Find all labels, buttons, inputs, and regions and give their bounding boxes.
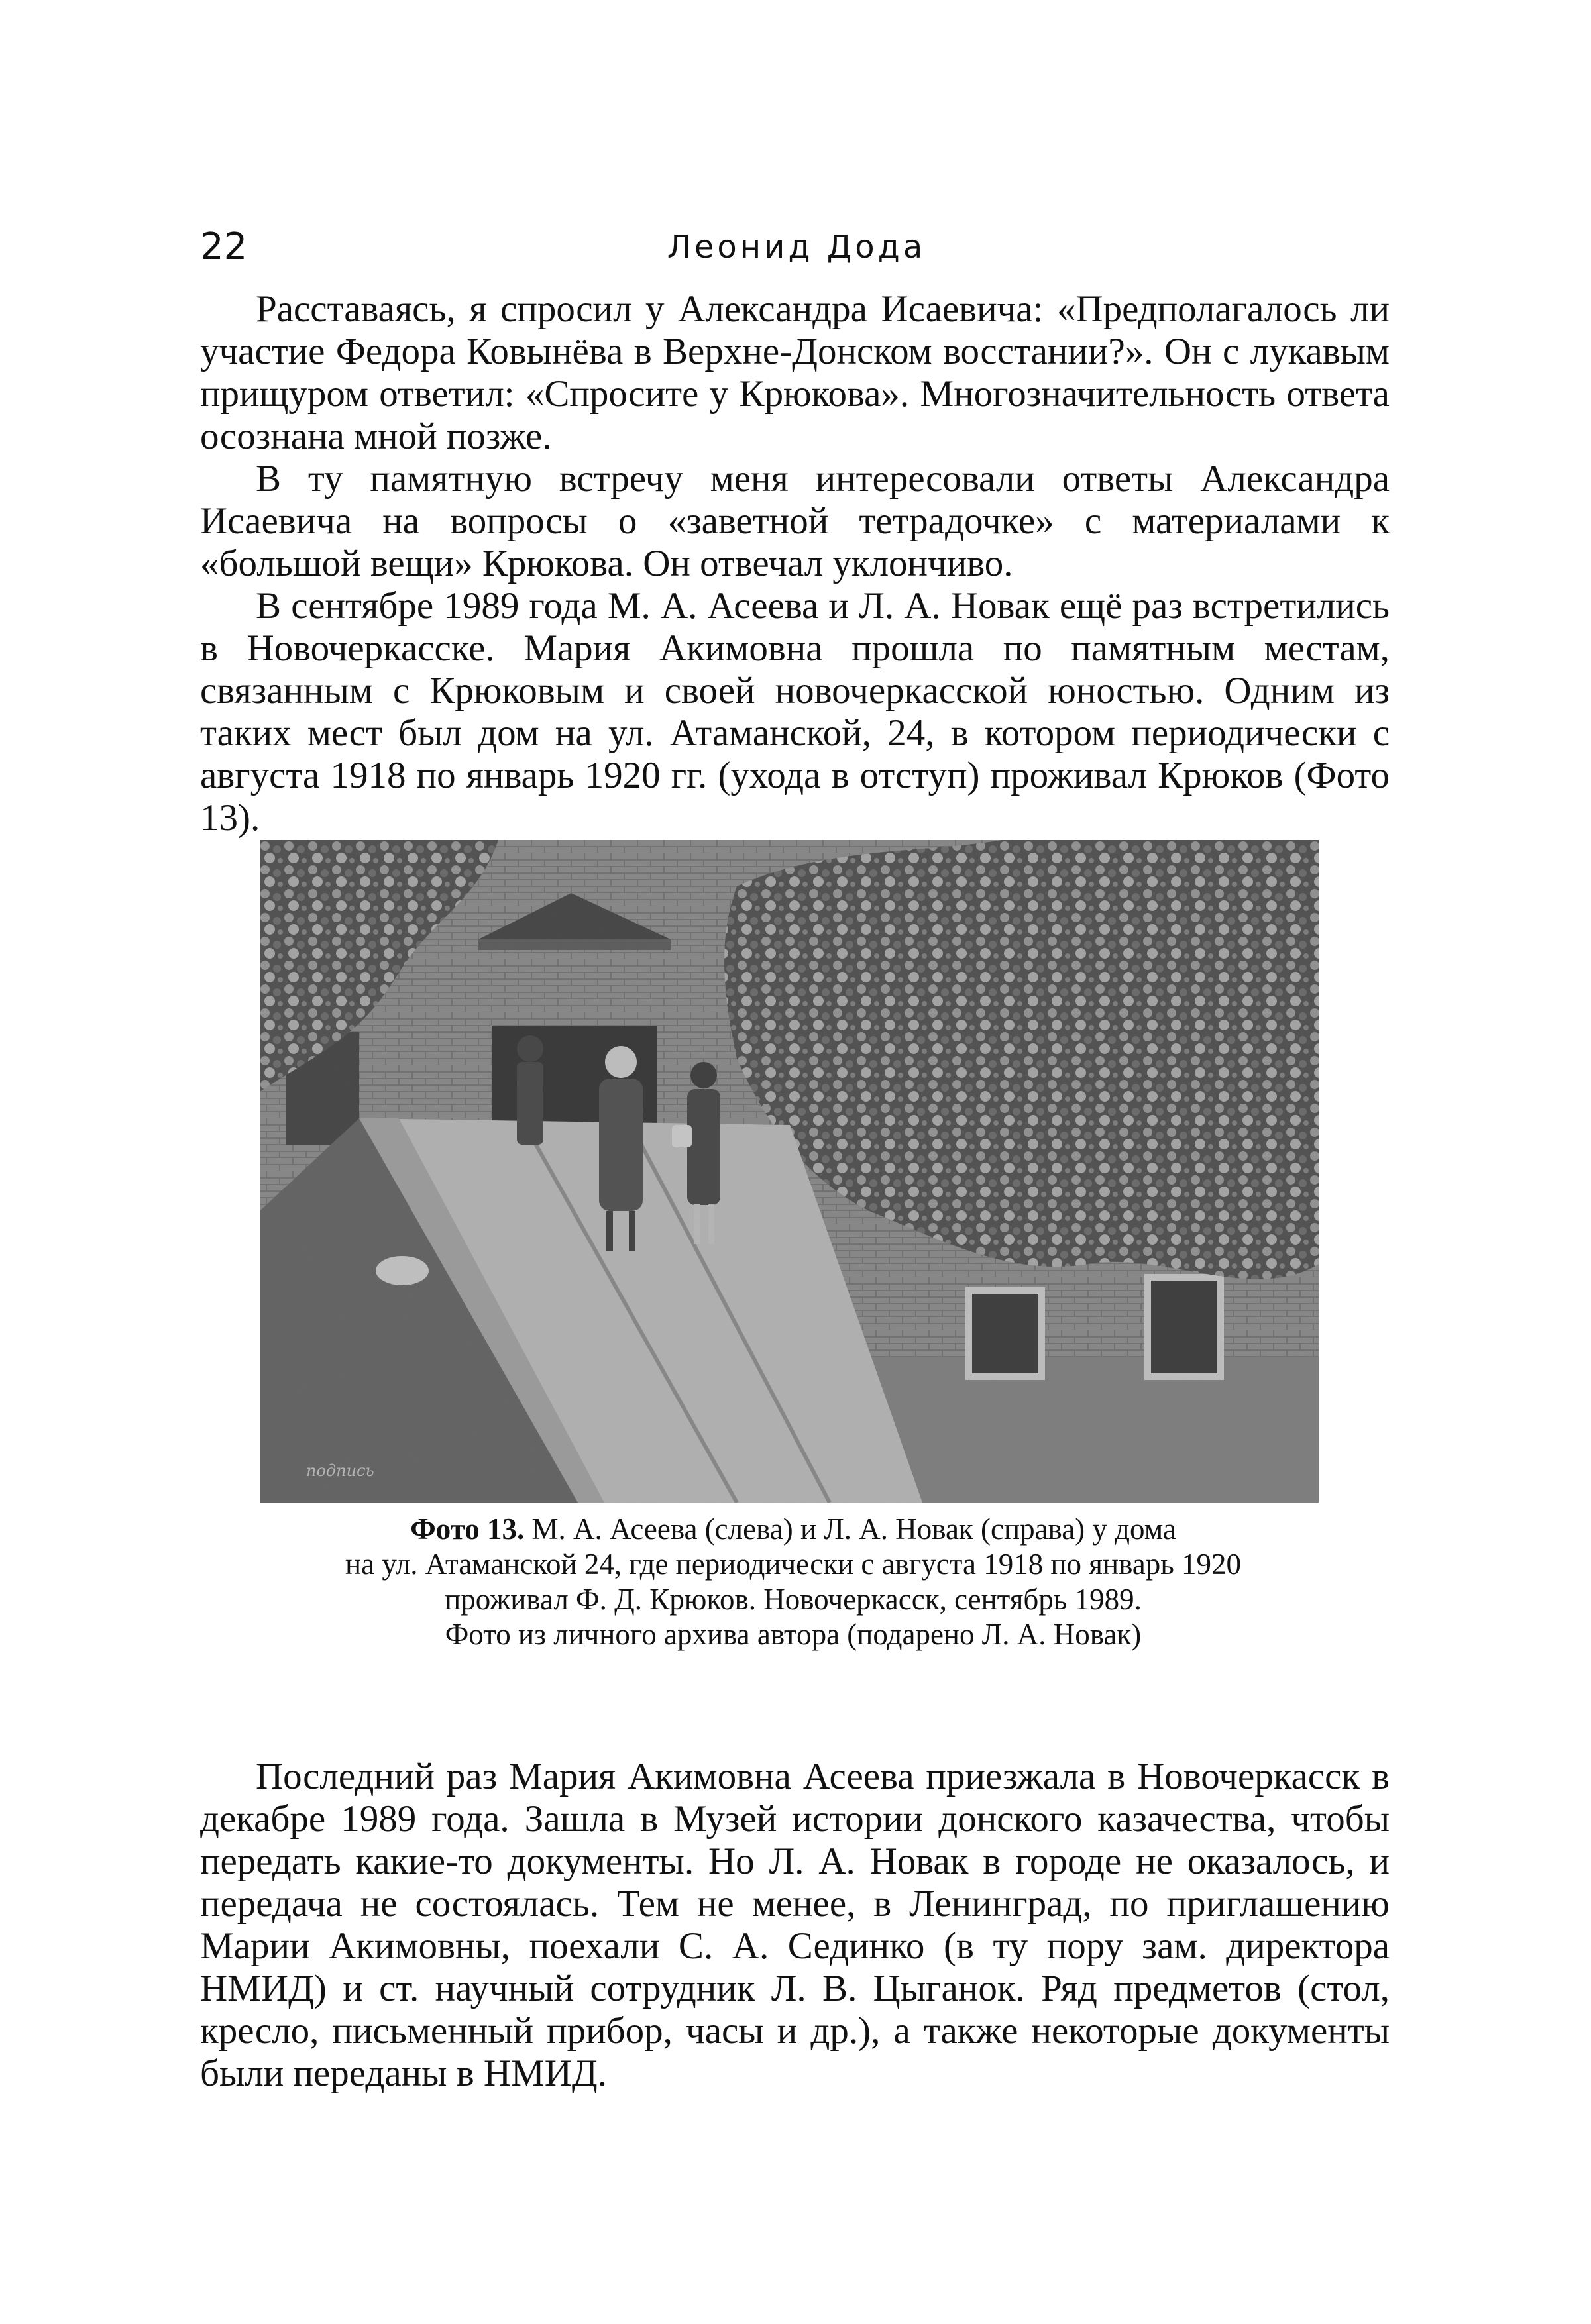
- caption-line-3: проживал Ф. Д. Крюков. Новочеркасск, сентябрь 1989.: [445, 1583, 1142, 1616]
- paragraph: Расставаясь, я спросил у Александра Исаевича: «Предполагалось ли участие Федора Ковынёва в Верхне-Донском восстании?». Он с лукавым прищуром ответил: «Спросите у Крюкова». Многозначительность ответа осознана мной позже.: [200, 288, 1390, 457]
- caption-label: Фото 13.: [410, 1512, 525, 1546]
- page-number: 22: [200, 225, 248, 268]
- photo-caption: [266, 1512, 1320, 1652]
- paragraph: В сентябре 1989 года М. А. Асеева и Л. А. Новак ещё раз встретились в Новочеркасске. Мария Акимовна прошла по памятным местам, связанным с Крюковым и своей новочеркасской юностью. Одним из таких мест был дом на ул. Атаманской, 24, в котором периодически с августа 1918 по январь 1920 гг. (ухода в отступ) проживал Крюков (Фото 13).: [200, 585, 1390, 839]
- body-text-top: [200, 288, 1390, 839]
- caption-line-4: Фото из личного архива автора (подарено Л. А. Новак): [445, 1618, 1142, 1651]
- photo-signature: подпись: [306, 1461, 374, 1480]
- paragraph: В ту памятную встречу меня интересовали ответы Александра Исаевича на вопросы о «заветной тетрадочке» с материалами к «большой вещи» Крюкова. Он отвечал уклончиво.: [200, 458, 1390, 584]
- page-header: [200, 224, 1393, 270]
- photo-13: [260, 840, 1319, 1503]
- paragraph: Последний раз Мария Акимовна Асеева приезжала в Новочеркасск в декабре 1989 года. Зашла в Музей истории донского казачества, чтобы передать какие-то документы. Но Л. А. Новак в городе не оказалось, и передача не состоялась. Тем не менее, в Ленинград, по приглашению Марии Акимовны, поехали С. А. Сединко (в ту пору зам. директора НМИД) и ст. научный сотрудник Л. В. Цыганок. Ряд предметов (стол, кресло, письменный прибор, часы и др.), а также некоторые документы были переданы в НМИД.: [200, 1756, 1390, 2094]
- running-title: Леонид Дода: [667, 229, 926, 266]
- caption-line-1: Фото 13. М. А. Асеева (слева) и Л. А. Новак (справа) у дома: [410, 1512, 1176, 1546]
- caption-line-2: на ул. Атаманской 24, где периодически с августа 1918 по январь 1920: [345, 1548, 1241, 1581]
- body-text-bottom: [200, 1756, 1390, 2095]
- photo-illustration: [260, 840, 1319, 1503]
